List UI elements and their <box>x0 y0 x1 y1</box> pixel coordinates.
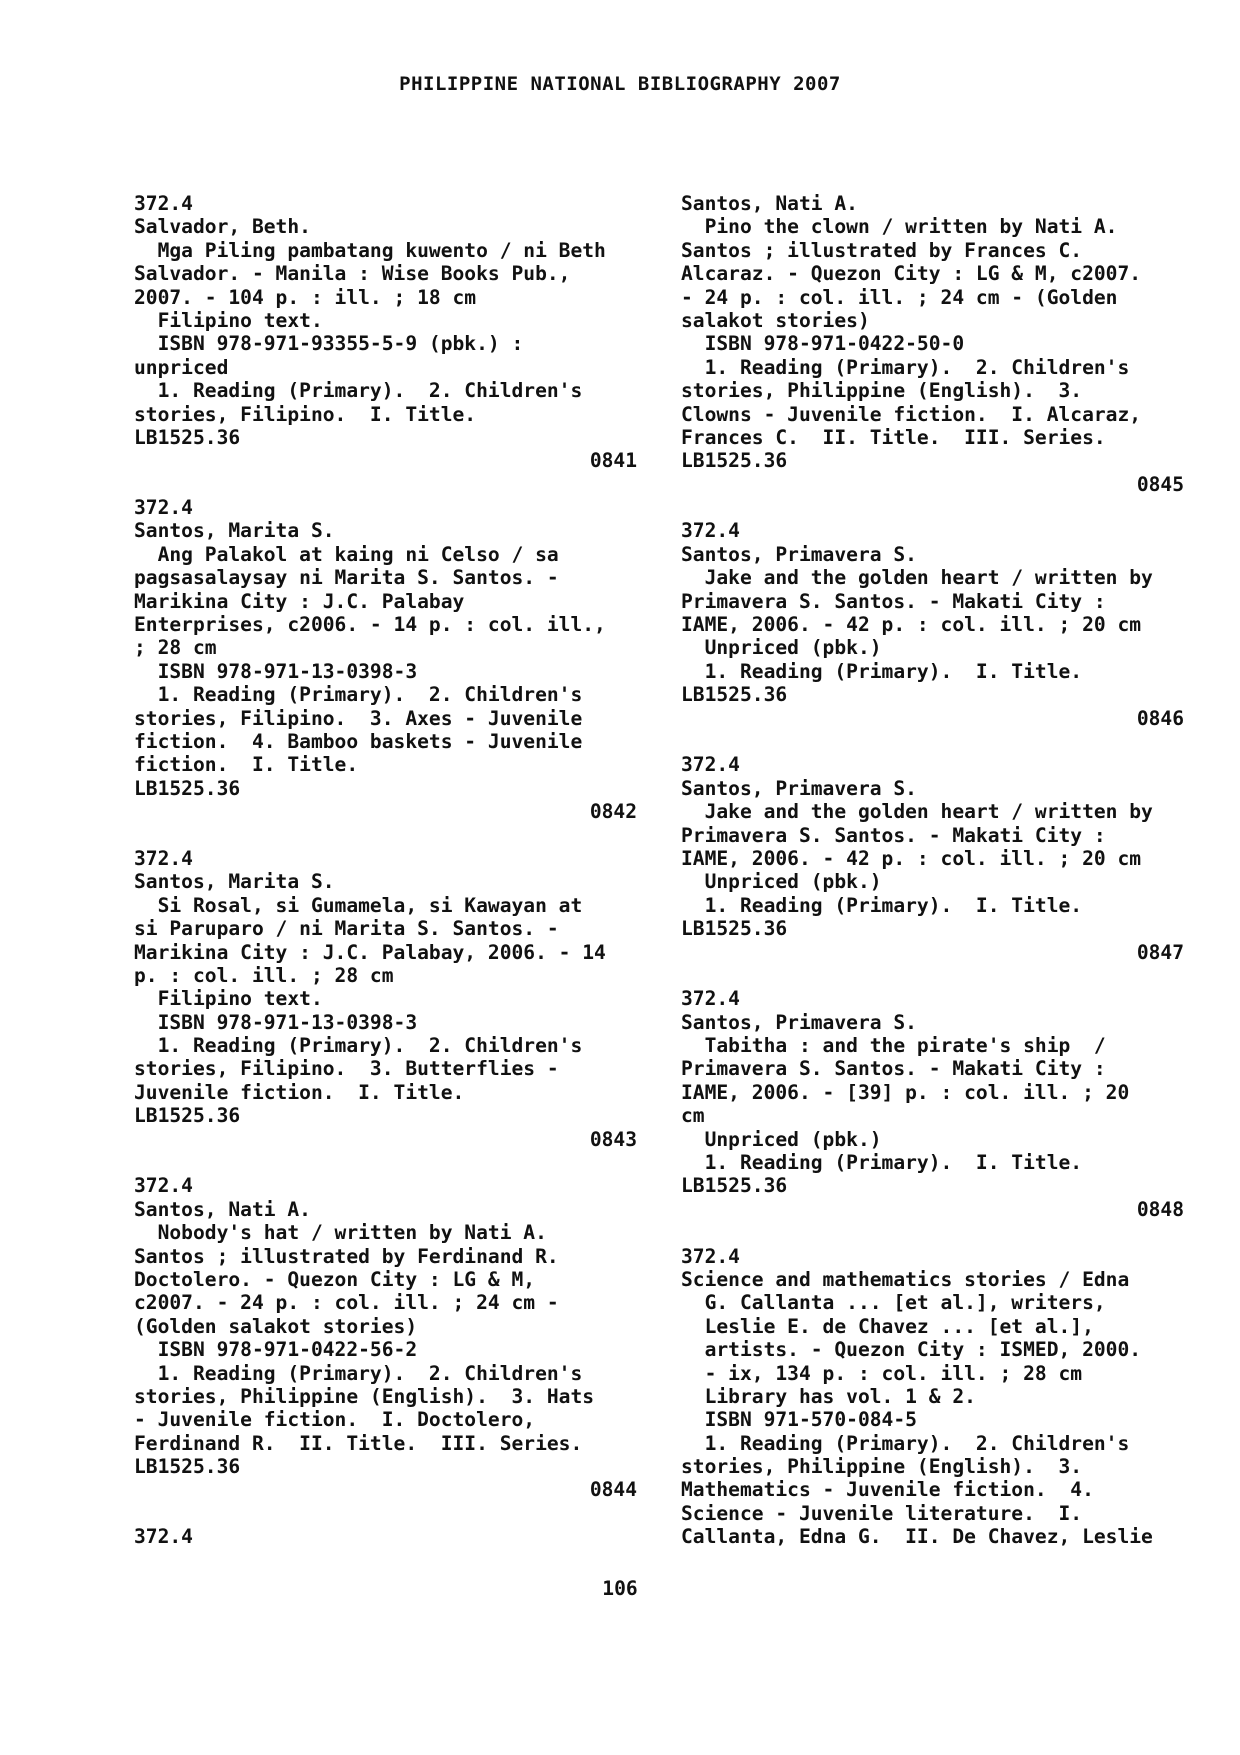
entry-line: ISBN 978-971-13-0398-3 <box>134 1010 418 1034</box>
entry-line: salakot stories) <box>681 308 870 332</box>
entry-spacer <box>134 1151 637 1174</box>
entry-line: artists. - Quezon City : ISMED, 2000. <box>681 1338 1142 1362</box>
entry-line: Marikina City : J.C. Palabay, 2006. - 14 <box>134 940 606 964</box>
entry-line: Santos ; illustrated by Frances C. <box>681 238 1083 262</box>
entry-line: 1. Reading (Primary). 2. Children's <box>134 1361 583 1385</box>
entry-line: 1. Reading (Primary). I. Title. <box>681 893 1083 917</box>
entry-line: Frances C. II. Title. III. Series. <box>681 425 1106 449</box>
entry-line: c2007. - 24 p. : col. ill. ; 24 cm - <box>134 1291 559 1315</box>
entry-line: stories, Philippine (English). 3. <box>681 379 1083 403</box>
entry-line: Unpriced (pbk.) <box>681 636 882 660</box>
bibliography-entry <box>681 519 1184 753</box>
entry-line: unpriced <box>134 355 229 379</box>
entry-line: LB1525.36 <box>134 1455 241 1479</box>
bibliography-entry <box>134 192 637 496</box>
entry-line: 372.4 <box>134 846 193 870</box>
entry-line: Science - Juvenile literature. I. <box>681 1501 1083 1525</box>
entry-spacer <box>134 824 637 847</box>
left-column <box>134 192 637 1549</box>
entry-line: 372.4 <box>134 192 193 215</box>
entry-line: IAME, 2006. - [39] p. : col. ill. ; 20 <box>681 1080 1130 1104</box>
entry-line: 372.4 <box>134 496 193 520</box>
entry-line: Tabitha : and the pirate's ship / <box>681 1034 1106 1058</box>
entry-line: stories, Filipino. I. Title. <box>134 402 477 426</box>
entry-number: 0842 <box>589 800 637 824</box>
bibliography-entry <box>681 192 1184 519</box>
entry-line: 1. Reading (Primary). 2. Children's <box>134 683 583 707</box>
right-column <box>681 192 1184 1549</box>
entry-line: LB1525.36 <box>681 449 788 473</box>
entry-number: 0845 <box>1136 472 1184 496</box>
entry-line: pagsasalaysay ni Marita S. Santos. - <box>134 566 559 590</box>
entry-line: G. Callanta ... [et al.], writers, <box>681 1291 1106 1315</box>
entry-line: 1. Reading (Primary). 2. Children's <box>134 379 583 403</box>
entry-line: LB1525.36 <box>681 1174 788 1198</box>
entry-line: ISBN 978-971-0422-50-0 <box>681 332 965 356</box>
entry-line: Callanta, Edna G. II. De Chavez, Leslie <box>681 1525 1153 1549</box>
entry-line: Si Rosal, si Gumamela, si Kawayan at <box>134 893 583 917</box>
entry-line: Primavera S. Santos. - Makati City : <box>681 1057 1106 1081</box>
entry-number: 0841 <box>589 449 637 473</box>
bibliography-entry <box>134 1174 637 1525</box>
entry-spacer <box>681 730 1184 753</box>
entry-line: Pino the clown / written by Nati A. <box>681 215 1118 239</box>
entry-line: fiction. I. Title. <box>134 753 359 777</box>
entry-spacer <box>681 964 1184 987</box>
entry-number: 0844 <box>589 1478 637 1502</box>
entry-number: 0847 <box>1136 940 1184 964</box>
entry-line: 1. Reading (Primary). I. Title. <box>681 659 1083 683</box>
entry-line: Santos, Marita S. <box>134 519 335 543</box>
entry-line: LB1525.36 <box>681 683 788 707</box>
bibliography-entry <box>134 496 637 847</box>
entry-line: Filipino text. <box>134 308 323 332</box>
entry-line: - Juvenile fiction. I. Doctolero, <box>134 1408 536 1432</box>
entry-line: Alcaraz. - Quezon City : LG & M, c2007. <box>681 262 1142 286</box>
entry-line: Santos, Primavera S. <box>681 1010 917 1034</box>
entry-line: cm <box>681 1104 705 1128</box>
entry-line: Clowns - Juvenile fiction. I. Alcaraz, <box>681 402 1142 426</box>
entry-line: Jake and the golden heart / written by <box>681 566 1153 590</box>
entry-spacer <box>134 1502 637 1525</box>
entry-spacer <box>134 473 637 496</box>
entry-line: si Paruparo / ni Marita S. Santos. - <box>134 917 559 941</box>
entry-number: 0846 <box>1136 706 1184 730</box>
entry-line: 372.4 <box>681 753 740 777</box>
entry-line: p. : col. ill. ; 28 cm <box>134 963 394 987</box>
entry-line: Primavera S. Santos. - Makati City : <box>681 823 1106 847</box>
entry-line: IAME, 2006. - 42 p. : col. ill. ; 20 cm <box>681 613 1142 637</box>
entry-line: LB1525.36 <box>134 1104 241 1128</box>
entry-line: Salvador, Beth. <box>134 215 311 239</box>
entry-line: fiction. 4. Bamboo baskets - Juvenile <box>134 729 583 753</box>
entry-line: ISBN 978-971-93355-5-9 (pbk.) : <box>134 332 524 356</box>
entry-line: Filipino text. <box>134 987 323 1011</box>
entry-line: stories, Filipino. 3. Butterflies - <box>134 1057 559 1081</box>
entry-line: Santos, Marita S. <box>134 870 335 894</box>
page-header: PHILIPPINE NATIONAL BIBLIOGRAPHY 2007 <box>399 73 841 95</box>
entry-line: Science and mathematics stories / Edna <box>681 1267 1130 1291</box>
entry-line: LB1525.36 <box>681 917 788 941</box>
entry-line: 372.4 <box>134 1525 193 1549</box>
entry-line: 372.4 <box>681 987 740 1011</box>
entry-spacer <box>681 1221 1184 1244</box>
entry-line: Ang Palakol at kaing ni Celso / sa <box>134 542 559 566</box>
entry-line: 1. Reading (Primary). 2. Children's <box>681 355 1130 379</box>
entry-line: ISBN 978-971-0422-56-2 <box>134 1338 418 1362</box>
entry-line: Doctolero. - Quezon City : LG & M, <box>134 1267 536 1291</box>
entry-line: ISBN 978-971-13-0398-3 <box>134 659 418 683</box>
entry-line: Mathematics - Juvenile fiction. 4. <box>681 1478 1094 1502</box>
entry-line: 1. Reading (Primary). I. Title. <box>681 1151 1083 1175</box>
entry-line: - ix, 134 p. : col. ill. ; 28 cm <box>681 1361 1083 1385</box>
entry-line: Juvenile fiction. I. Title. <box>134 1080 465 1104</box>
entry-line: Nobody's hat / written by Nati A. <box>134 1221 547 1245</box>
entry-line: stories, Philippine (English). 3. Hats <box>134 1384 595 1408</box>
entry-spacer <box>681 496 1184 519</box>
entry-line: (Golden salakot stories) <box>134 1314 418 1338</box>
entry-line: Santos, Primavera S. <box>681 776 917 800</box>
bibliography-entry <box>134 847 637 1174</box>
entry-line: LB1525.36 <box>134 425 241 449</box>
entry-line: stories, Filipino. 3. Axes - Juvenile <box>134 706 583 730</box>
entry-line: stories, Philippine (English). 3. <box>681 1455 1083 1479</box>
entry-line: Ferdinand R. II. Title. III. Series. <box>134 1431 583 1455</box>
entry-line: 372.4 <box>134 1174 193 1198</box>
entry-line: Library has vol. 1 & 2. <box>681 1384 976 1408</box>
entry-line: Enterprises, c2006. - 14 p. : col. ill., <box>134 613 606 637</box>
entry-line: Unpriced (pbk.) <box>681 1127 882 1151</box>
entry-line: 1. Reading (Primary). 2. Children's <box>134 1034 583 1058</box>
entry-line: 372.4 <box>681 1244 740 1268</box>
entry-number: 0848 <box>1136 1197 1184 1221</box>
entry-line: ; 28 cm <box>134 636 217 660</box>
entry-line: LB1525.36 <box>134 776 241 800</box>
entry-line: Santos ; illustrated by Ferdinand R. <box>134 1244 559 1268</box>
entry-line: Leslie E. de Chavez ... [et al.], <box>681 1314 1094 1338</box>
entry-line: Santos, Nati A. <box>681 192 858 215</box>
entry-line: ISBN 971-570-084-5 <box>681 1408 917 1432</box>
entry-line: Marikina City : J.C. Palabay <box>134 589 465 613</box>
entry-number: 0843 <box>589 1127 637 1151</box>
entry-line: 1. Reading (Primary). 2. Children's <box>681 1431 1130 1455</box>
page-number: 106 <box>602 1577 638 1600</box>
entry-line: Salvador. - Manila : Wise Books Pub., <box>134 262 571 286</box>
entry-line: Mga Piling pambatang kuwento / ni Beth <box>134 238 606 262</box>
bibliography-entry <box>681 1245 1184 1549</box>
bibliography-entry <box>681 987 1184 1244</box>
entry-line: Primavera S. Santos. - Makati City : <box>681 589 1106 613</box>
entry-line: - 24 p. : col. ill. ; 24 cm - (Golden <box>681 285 1118 309</box>
entry-line: 372.4 <box>681 519 740 543</box>
entry-line: 2007. - 104 p. : ill. ; 18 cm <box>134 285 477 309</box>
bibliography-entry <box>681 753 1184 987</box>
entry-line: IAME, 2006. - 42 p. : col. ill. ; 20 cm <box>681 846 1142 870</box>
entry-line: Santos, Nati A. <box>134 1197 311 1221</box>
entry-line: Jake and the golden heart / written by <box>681 800 1153 824</box>
entry-line: Unpriced (pbk.) <box>681 870 882 894</box>
bibliography-entry <box>134 1525 637 1548</box>
entry-line: Santos, Primavera S. <box>681 542 917 566</box>
